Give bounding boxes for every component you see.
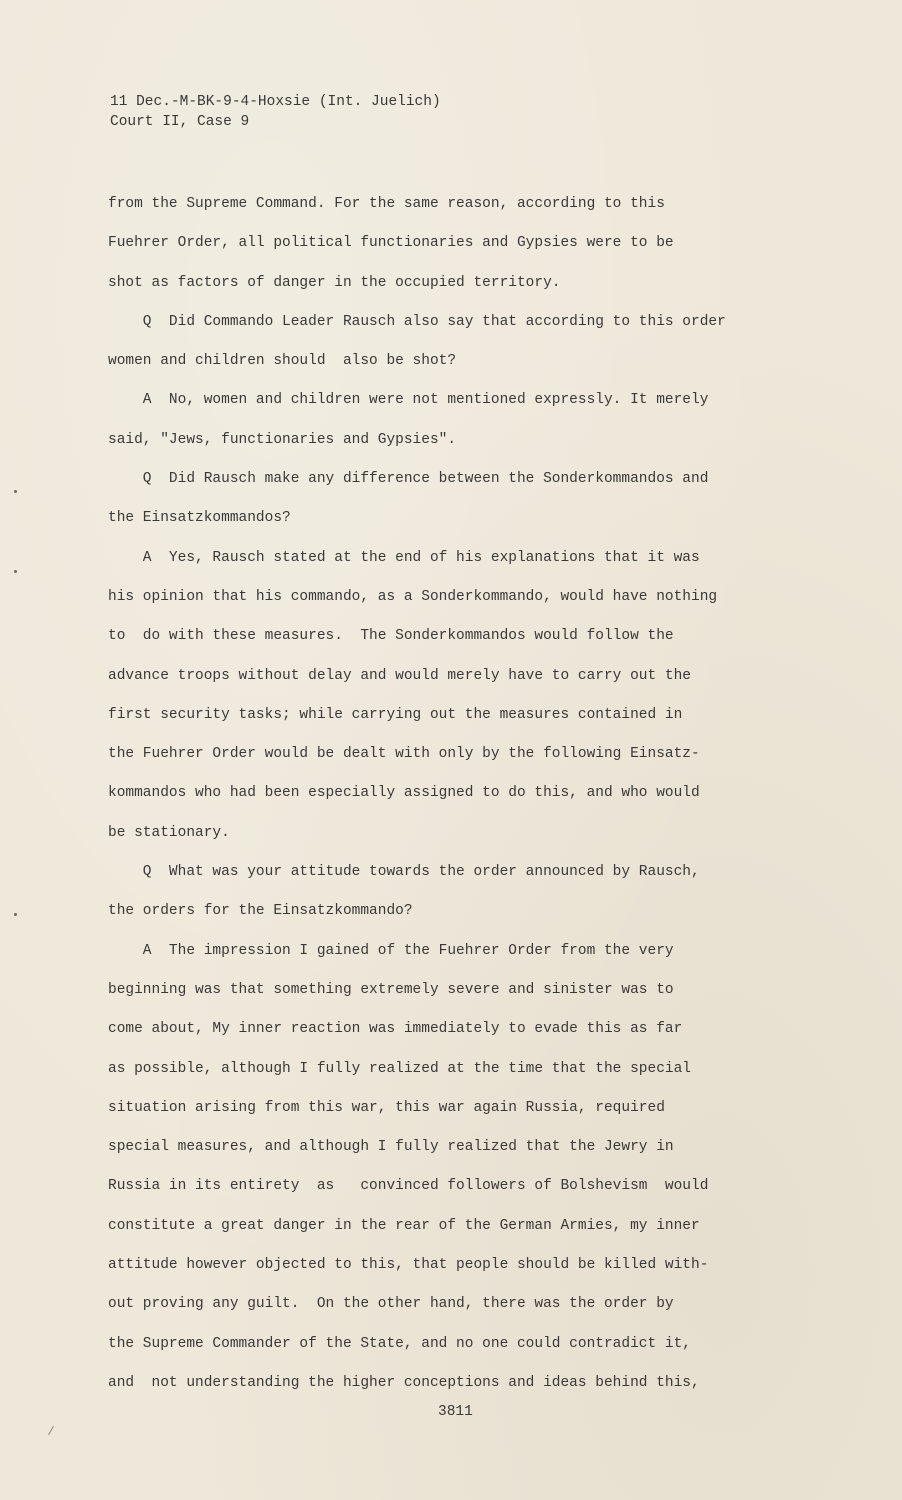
body-line: Q Did Rausch make any difference between the Sonderkommandos and: [108, 471, 709, 488]
body-line: to do with these measures. The Sonderkommandos would follow the: [108, 628, 674, 645]
transcript-body: [108, 185, 798, 1403]
body-line: situation arising from this war, this war again Russia, required: [108, 1099, 665, 1116]
margin-stroke: [48, 1426, 54, 1435]
document-header: [110, 92, 441, 132]
body-line: shot as factors of danger in the occupied territory.: [108, 274, 561, 291]
body-line: the Fuehrer Order would be dealt with only by the following Einsatz-: [108, 746, 700, 763]
page-number: 3811: [438, 1404, 473, 1420]
margin-mark: [14, 490, 17, 493]
body-line: women and children should also be shot?: [108, 353, 457, 370]
body-line: advance troops without delay and would merely have to carry out the: [108, 667, 691, 684]
body-line: attitude however objected to this, that people should be killed with-: [108, 1257, 709, 1274]
header-line-1: 11 Dec.-M-BK-9-4-Hoxsie (Int. Juelich): [110, 94, 441, 110]
body-line: beginning was that something extremely severe and sinister was to: [108, 981, 674, 998]
body-line: come about, My inner reaction was immediately to evade this as far: [108, 1021, 683, 1038]
body-line: his opinion that his commando, as a Sonderkommando, would have nothing: [108, 588, 718, 605]
body-line: special measures, and although I fully realized that the Jewry in: [108, 1139, 674, 1156]
body-line: Russia in its entirety as convinced followers of Bolshevism would: [108, 1178, 709, 1195]
margin-mark: [14, 570, 17, 573]
margin-mark: [14, 913, 17, 916]
body-line: Fuehrer Order, all political functionaries and Gypsies were to be: [108, 235, 674, 252]
body-line: as possible, although I fully realized at the time that the special: [108, 1060, 691, 1077]
body-line: constitute a great danger in the rear of the German Armies, my inner: [108, 1217, 700, 1234]
body-line: from the Supreme Command. For the same reason, according to this: [108, 196, 665, 212]
body-line: said, "Jews, functionaries and Gypsies".: [108, 431, 457, 448]
body-line: the orders for the Einsatzkommando?: [108, 903, 413, 920]
body-line: A No, women and children were not mentioned expressly. It merely: [108, 392, 709, 409]
body-line: out proving any guilt. On the other hand, there was the order by: [108, 1296, 674, 1313]
body-line: and not understanding the higher conceptions and ideas behind this,: [108, 1374, 700, 1391]
header-line-2: Court II, Case 9: [110, 114, 250, 130]
body-line: A The impression I gained of the Fuehrer Order from the very: [108, 942, 674, 959]
body-line: A Yes, Rausch stated at the end of his explanations that it was: [108, 549, 700, 566]
body-line: Q What was your attitude towards the order announced by Rausch,: [108, 864, 700, 881]
body-line: first security tasks; while carrying out the measures contained in: [108, 706, 683, 723]
body-line: Q Did Commando Leader Rausch also say that according to this order: [108, 313, 726, 330]
body-line: the Einsatzkommandos?: [108, 510, 291, 527]
body-line: the Supreme Commander of the State, and no one could contradict it,: [108, 1335, 691, 1352]
body-line: be stationary.: [108, 824, 230, 841]
body-line: kommandos who had been especially assigned to do this, and who would: [108, 785, 700, 802]
